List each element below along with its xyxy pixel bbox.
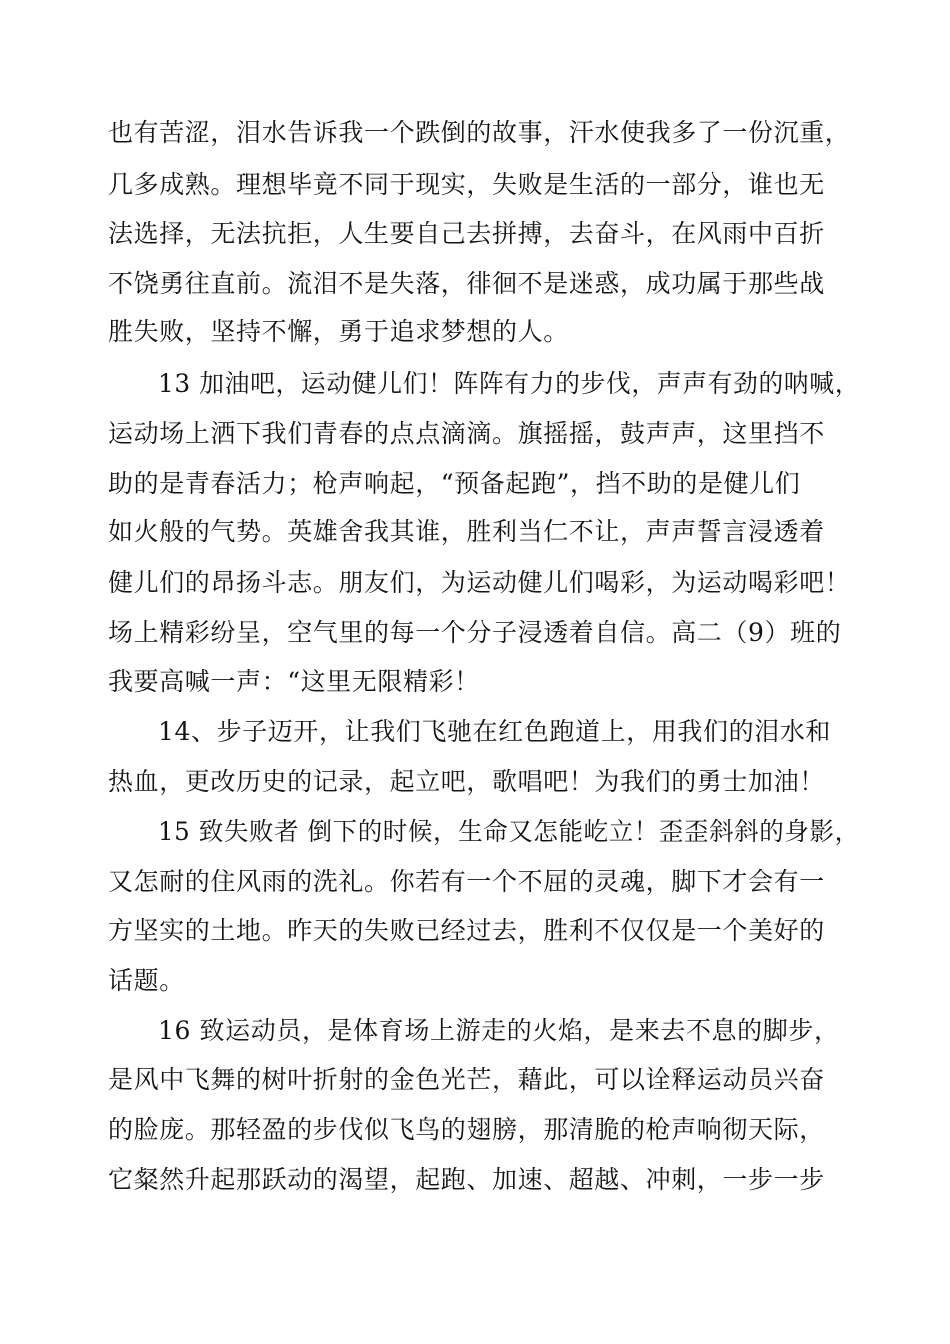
text-line: 它粲然升起那跃动的渴望，起跑、加速、超越、冲刺，一步一步 bbox=[108, 1165, 825, 1194]
paragraph-start-line: 13 加油吧，运动健儿们！阵阵有力的步伐，声声有劲的呐喊， bbox=[158, 369, 861, 398]
paragraph-start-line: 15 致失败者 倒下的时候，生命又怎能屹立！歪歪斜斜的身影， bbox=[158, 817, 860, 846]
text-line: 运动场上洒下我们青春的点点滴滴。旗摇摇，鼓声声，这里挡不 bbox=[108, 419, 825, 448]
text-line: 我要高喊一声：“这里无限精彩！ bbox=[108, 667, 480, 696]
text-line: 也有苦涩，泪水告诉我一个跌倒的故事，汗水使我多了一份沉重， bbox=[108, 118, 851, 147]
paragraph-start-line: 14、步子迈开，让我们飞驰在红色跑道上，用我们的泪水和 bbox=[158, 717, 832, 746]
paragraph-start-line: 16 致运动员，是体育场上游走的火焰，是来去不息的脚步， bbox=[158, 1016, 840, 1045]
text-line: 胜失败，坚持不懈，勇于追求梦想的人。 bbox=[108, 317, 569, 346]
text-line: 法选择，无法抗拒，人生要自己去拼搏，去奋斗，在风雨中百折 bbox=[108, 219, 825, 248]
text-line: 的脸庞。那轻盈的步伐似飞鸟的翅膀，那清脆的枪声响彻天际， bbox=[108, 1115, 825, 1144]
text-line: 助的是青春活力；枪声响起，“预备起跑”，挡不助的是健儿们 bbox=[108, 469, 801, 498]
text-line: 健儿们的昂扬斗志。朋友们，为运动健儿们喝彩，为运动喝彩吧！ bbox=[108, 568, 851, 597]
text-line: 热血，更改历史的记录，起立吧，歌唱吧！为我们的勇士加油！ bbox=[108, 767, 825, 796]
text-line: 不饶勇往直前。流泪不是失落，徘徊不是迷惑，成功属于那些战 bbox=[108, 269, 825, 298]
text-line: 场上精彩纷呈，空气里的每一个分子浸透着自信。高二（9）班的 bbox=[108, 618, 842, 647]
text-line: 又怎耐的住风雨的洗礼。你若有一个不屈的灵魂，脚下才会有一 bbox=[108, 867, 825, 896]
text-line: 几多成熟。理想毕竟不同于现实，失败是生活的一部分，谁也无 bbox=[108, 170, 825, 199]
text-line: 话题。 bbox=[108, 966, 185, 995]
text-line: 如火般的气势。英雄舍我其谁，胜利当仁不让，声声誓言浸透着 bbox=[108, 517, 825, 546]
text-line: 方坚实的土地。昨天的失败已经过去，胜利不仅仅是一个美好的 bbox=[108, 916, 825, 945]
text-line: 是风中飞舞的树叶折射的金色光芒，藉此，可以诠释运动员兴奋 bbox=[108, 1065, 825, 1094]
